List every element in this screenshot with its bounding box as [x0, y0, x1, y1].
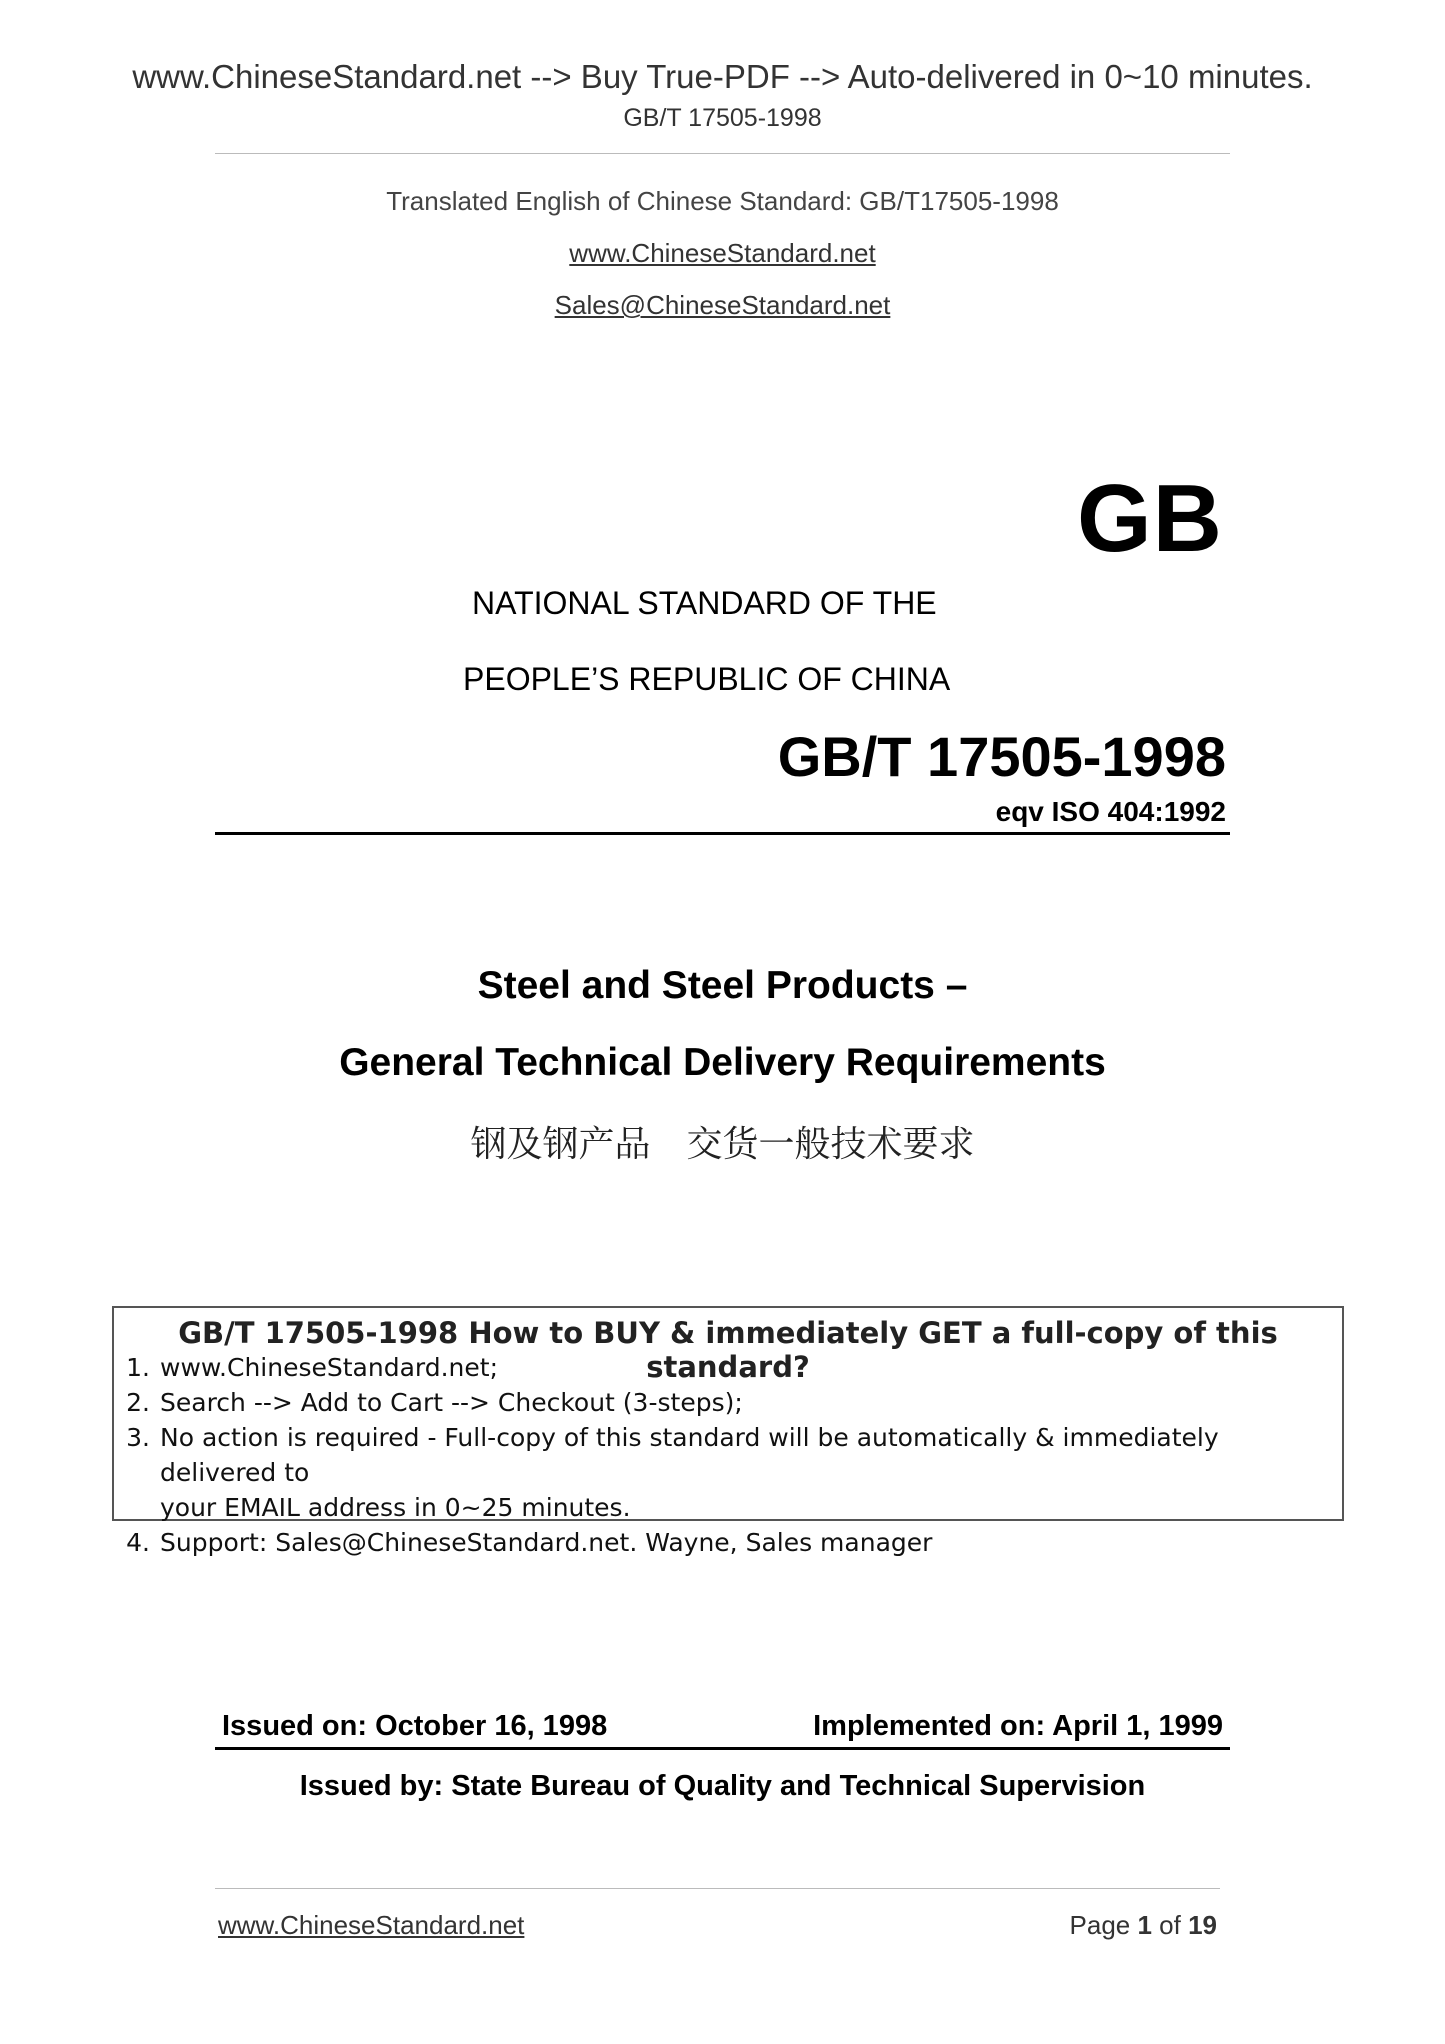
- title-line2: General Technical Delivery Requirements: [339, 1041, 1106, 1084]
- list-item: [114, 1420, 1342, 1490]
- page-total: 19: [1188, 1910, 1217, 1940]
- cover-divider: [215, 832, 1230, 835]
- page-prefix: Page: [1069, 1910, 1138, 1940]
- title-chinese: 钢及钢产品 交货一般技术要求: [470, 1124, 975, 1165]
- list-item: [114, 1525, 1342, 1560]
- website-link[interactable]: www.ChineseStandard.net: [569, 238, 876, 268]
- list-item-continuation: your EMAIL address in 0~25 minutes.: [160, 1493, 631, 1522]
- header-standard-id: GB/T 17505-1998: [623, 104, 822, 132]
- header-divider: [215, 153, 1230, 154]
- list-item-number: 2.: [126, 1388, 150, 1417]
- footer-website-link[interactable]: www.ChineseStandard.net: [218, 1910, 525, 1940]
- standard-number: GB/T 17505-1998: [777, 725, 1226, 788]
- buy-steps-list: [114, 1350, 1342, 1560]
- page-of: of: [1151, 1910, 1189, 1940]
- iso-equivalence: eqv ISO 404:1992: [995, 796, 1226, 827]
- email-link[interactable]: Sales@ChineseStandard.net: [554, 290, 891, 320]
- page-current: 1: [1137, 1910, 1152, 1940]
- list-item-number: 3.: [126, 1423, 150, 1452]
- buy-instructions-box: [112, 1306, 1344, 1557]
- list-item-number: 4.: [126, 1528, 150, 1557]
- list-item-number: 1.: [126, 1353, 150, 1382]
- list-item-text: www.ChineseStandard.net;: [160, 1353, 499, 1382]
- top-banner: www.ChineseStandard.net --> Buy True-PDF --> Auto-delivered in 0~10 minutes.: [132, 58, 1313, 95]
- list-item: [114, 1385, 1342, 1420]
- issued-on: Issued on: October 16, 1998: [222, 1710, 608, 1742]
- issued-by: Issued by: State Bureau of Quality and Technical Supervision: [299, 1770, 1146, 1802]
- list-item: [114, 1350, 1342, 1385]
- footer-divider: [215, 1888, 1220, 1889]
- page-indicator: [1070, 1910, 1217, 1941]
- list-item-text: Search --> Add to Cart --> Checkout (3-steps);: [160, 1388, 743, 1417]
- title-line1: Steel and Steel Products –: [477, 964, 968, 1007]
- translated-note: Translated English of Chinese Standard: GB/T17505-1998: [386, 186, 1059, 216]
- list-item-text: No action is required - Full-copy of this standard will be automatically & immediately delivered to: [160, 1423, 1219, 1487]
- implemented-on: Implemented on: April 1, 1999: [813, 1710, 1223, 1742]
- national-standard-line1: NATIONAL STANDARD OF THE: [472, 585, 937, 621]
- email-link-wrap: [0, 290, 1445, 321]
- issue-divider: [215, 1747, 1230, 1750]
- national-standard-line2: PEOPLE’S REPUBLIC OF CHINA: [463, 661, 951, 697]
- buy-box-heading: GB/T 17505-1998 How to BUY & immediately GET a full-copy of this standard?: [178, 1316, 1278, 1384]
- website-link-wrap: [0, 238, 1445, 269]
- gb-mark: GB: [1077, 465, 1223, 572]
- list-item-text: Support: Sales@ChineseStandard.net. Wayne, Sales manager: [160, 1528, 933, 1557]
